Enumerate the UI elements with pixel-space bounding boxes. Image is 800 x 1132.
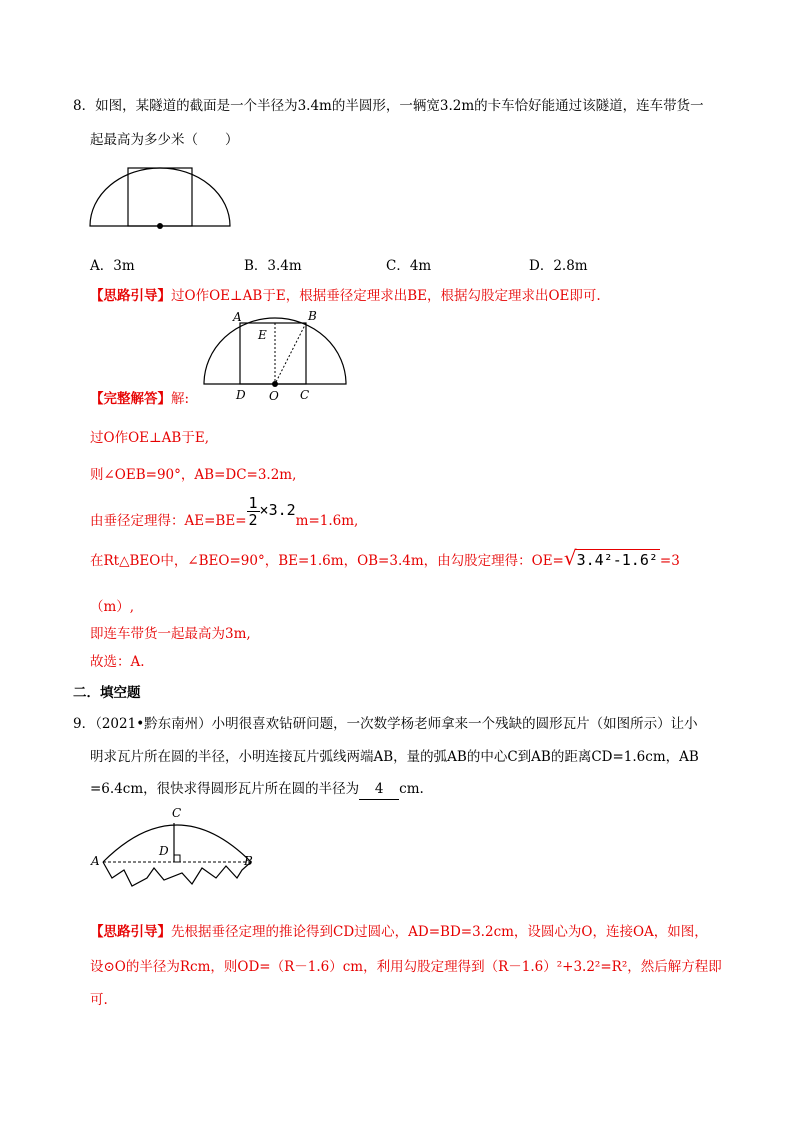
fig-label-c: C — [300, 388, 310, 402]
answer-tag: 【完整解答】 — [90, 391, 171, 407]
answer-text: 解: — [171, 391, 190, 407]
fig-label-e: E — [258, 328, 267, 342]
q9-unit: cm. — [399, 781, 424, 797]
step-3-result: m=1.6m, — [295, 513, 359, 529]
step-7: 故选：A. — [90, 654, 145, 670]
step-6: 即连车带货一起最高为3m, — [90, 626, 251, 642]
fraction-denominator: 2 — [248, 511, 258, 529]
q9-hint-line3: 可. — [90, 992, 108, 1008]
step-2: 则∠OEB=90°，AB=DC=3.2m, — [90, 467, 297, 483]
q8-answer-header — [90, 389, 189, 409]
q8-line1: 8．如图，某隧道的截面是一个半径为3.4m的半圆形，一辆宽3.2m的卡车恰好能通过该隧道，连车带货一 — [73, 98, 704, 114]
step-5: （m）, — [90, 599, 135, 615]
q9-line1: 9．（2021•黔东南州）小明很喜欢钻研问题，一次数学杨老师拿来一个残缺的圆形瓦片（如图所示）让小 — [73, 716, 698, 732]
step-3 — [90, 494, 359, 537]
option-b: B．3.4m — [244, 258, 302, 274]
tile-label-b: B — [244, 854, 253, 868]
step-4 — [90, 548, 680, 571]
q9-hint-line2: 设⊙O的半径为Rcm，则OD=（R－1.6）cm，利用勾股定理得到（R－1.6）²+3.2²=R²，然后解方程即 — [90, 959, 722, 975]
sqrt-sign: √ — [563, 546, 577, 570]
option-a: A．3m — [90, 258, 135, 274]
q8-hint — [90, 286, 601, 306]
option-d: D．2.8m — [529, 258, 588, 274]
fig-label-b: B — [308, 309, 317, 323]
fraction-multiplier: ×3.2 — [259, 501, 296, 519]
q9-line2: 明求瓦片所在圆的半径，小明连接瓦片弧线两端AB，量的弧AB的中心C到AB的距离CD=1.6cm，AB — [90, 749, 699, 765]
sqrt-radicand: 3.4²-1.6² — [576, 551, 658, 569]
tunnel-figure — [88, 160, 238, 230]
option-c: C．4m — [386, 258, 432, 274]
fig-label-a: A — [233, 310, 242, 324]
q9-line3 — [90, 779, 424, 800]
q9-line3-text: =6.4cm，很快求得圆形瓦片所在圆的半径为 — [90, 781, 360, 797]
section-title: 二．填空题 — [73, 685, 141, 701]
answer-blank: 4 — [359, 779, 399, 800]
q9-hint-tag: 【思路引导】 — [90, 924, 171, 940]
q9-hint-text1: 先根据垂径定理的推论得到CD过圆心，AD=BD=3.2cm，设圆心为O，连接OA，如图， — [171, 924, 708, 940]
step-1: 过O作OE⊥AB于E, — [90, 430, 210, 446]
tile-label-c: C — [172, 806, 182, 820]
tile-figure — [92, 808, 262, 898]
fraction-numerator: 1 — [248, 494, 258, 512]
hint-tag: 【思路引导】 — [90, 288, 171, 304]
step-4-text: 在Rt△BEO中，∠BEO=90°，BE=1.6m，OB=3.4m，由勾股定理得：OE= — [90, 553, 564, 569]
tile-label-d: D — [159, 844, 169, 858]
q9-hint-line1 — [90, 922, 708, 942]
step-3-text: 由垂径定理得：AE=BE= — [90, 513, 247, 529]
fraction — [247, 495, 260, 528]
hint-text: 过O作OE⊥AB于E，根据垂径定理求出BE，根据勾股定理求出OE即可. — [171, 288, 601, 304]
fig-label-d: D — [236, 388, 246, 402]
tile-label-a: A — [91, 854, 100, 868]
step-4-result: =3 — [659, 553, 680, 569]
q8-line2: 起最高为多少米（ ） — [90, 132, 239, 148]
fig-label-o: O — [269, 389, 279, 403]
